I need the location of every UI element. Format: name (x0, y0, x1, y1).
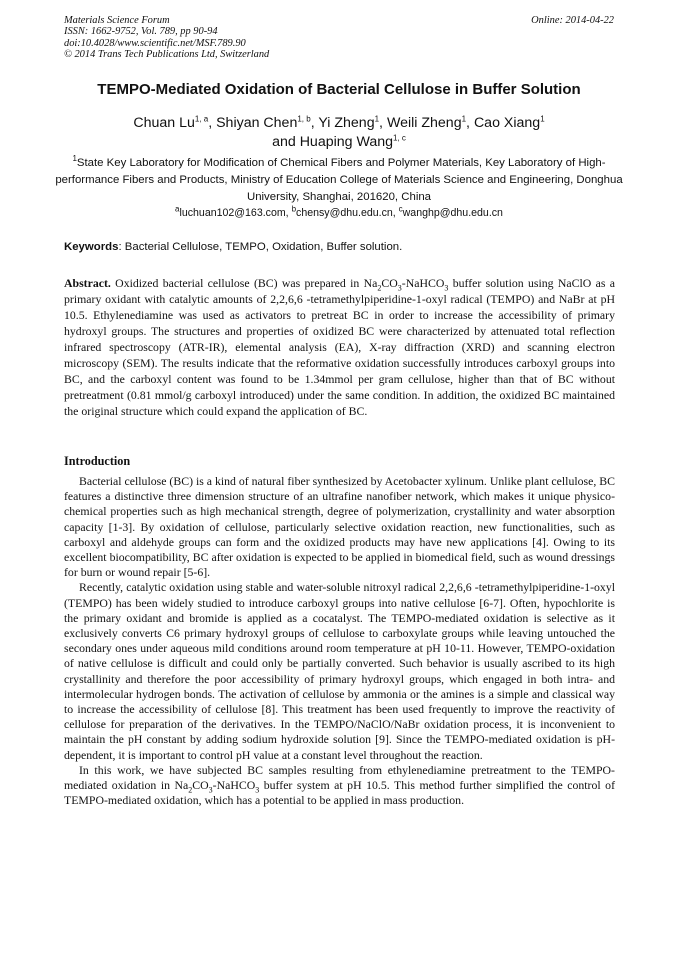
introduction-heading: Introduction (64, 454, 131, 468)
issn-line: ISSN: 1662-9752, Vol. 789, pp 90-94 (64, 26, 218, 38)
author-list: Chuan Lu$^{1, a}$, Shiyan Chen$^{1, b}$, Yi Zheng$^1$, Weili Zheng$^1$, Cao Xiang$^1$ and Huaping Wang$^{1, c}$ (133, 114, 545, 150)
email-link[interactable]: chensy@dhu.edu.cn, (296, 207, 399, 219)
author-sup: 1, b (297, 114, 311, 124)
subscript: 2 (377, 283, 382, 293)
author-sup: 1, a (194, 114, 209, 124)
abstract (64, 275, 615, 419)
subscript: 3 (208, 785, 213, 795)
affiliation (52, 155, 626, 206)
paragraph: Bacterial cellulose (BC) is a kind of natural fiber synthesized by Acetobacter xylinum. Unlike plant cellulose, BC features a distinctive three dimension structure of an ultrafine nanofiber network, which makes it unique physico-chemical properties such as high mechanical strength, degree of polymerization, crystallinity and water absorption capacity [1-3]. By oxidation of cellulose, particularly selective oxidation reaction, new functionalities, such as carboxyl and aldehyde groups can form and the oxidized products may have new applications [4]. Owing to its excellent biocompatibility, BC after oxidation is expected to be applied in biomedical field, such as wound dressings for burn or wound repair [5-6]. (64, 474, 615, 580)
paragraph (64, 763, 615, 809)
paragraph-text: In this work, we have subjected BC samples resulting from ethylenediamine pretreatment to the TEMPO-mediated oxidation in Na (64, 762, 615, 793)
author-sup: 1, c (393, 133, 406, 143)
author-sup: 1 (540, 114, 545, 124)
paragraph: Recently, catalytic oxidation using stable and water-soluble nitroxyl radical 2,2,6,6 -tetramethylpiperidine-1-oxyl (TEMPO) has been widely studied to introduce carboxyl groups into native cellulose [6-7]. Often, hypochlorite is the primary oxidant and bromide is applied as a cocatalyst. The TEMPO-mediated oxidation is selective as it exclusively converts C6 primary hydroxyl groups of cellulose to carboxylate groups while leaving untouched the secondary ones under aqueous mild conditions around room temperature at pH 10-11. However, TEMPO-oxidation of native cellulose is difficult and could only be partially converted. Such behavior is usually ascribed to its high crystallinity and therefore the poor accessibility of primary hydroxyl groups, which engaged in both intra- and intermolecular hydrogen bonds. The activation of cellulose by ammonia or the amines is a simple and classical way to increase the accessibility of cellulose [8]. This treatment has been used frequently to improve the reactivity of cellulose for preparation of the derivatives. In the TEMPO/NaClO/NaBr oxidation process, it is inconvenient to maintain the pH constant by adding sodium hydroxide solution [9]. Since the TEMPO-mediated oxidation is pH-dependent, it is important to control pH value at a constant level throughout the reaction. (64, 580, 615, 762)
author-sup: 1 (374, 114, 380, 124)
subscript: 2 (188, 785, 193, 795)
subscript: 3 (255, 785, 260, 795)
journal-name: Materials Science Forum (64, 15, 170, 26)
author-name: Huaping Wang (299, 134, 394, 150)
doi-line: doi:10.4028/www.scientific.net/MSF.789.90 (64, 37, 246, 49)
affiliation-text: State Key Laboratory for Modification of Chemical Fibers and Polymer Materials, Key Laboratory of High-performance Fibers and Products, Ministry of Education College of Materials Science and Engineering, Donghua University, Shanghai, 201620, China (55, 157, 623, 203)
author-name: Shiyan Chen (216, 115, 298, 131)
author-sup: 1 (461, 114, 467, 124)
abstract-text: CO (381, 276, 398, 290)
paragraph-text: CO (192, 778, 209, 793)
keywords-text: : Bacterial Cellulose, TEMPO, Oxidation, Buffer solution. (118, 241, 403, 253)
author-and: and (272, 134, 296, 150)
author-name: Weili Zheng (386, 115, 462, 131)
author-name: Cao Xiang (473, 115, 541, 131)
subscript: 3 (444, 283, 449, 293)
keywords-label: Keywords (64, 241, 119, 253)
abstract-text: -NaHCO (401, 276, 445, 290)
email-sup: b (291, 204, 297, 214)
abstract-text: Oxidized bacterial cellulose (BC) was prepared in Na (110, 276, 378, 290)
paper-title: TEMPO-Mediated Oxidation of Bacterial Cellulose in Buffer Solution (97, 81, 581, 98)
email-sup: c (398, 204, 403, 214)
email-sup: a (175, 204, 180, 214)
copyright-line: © 2014 Trans Tech Publications Ltd, Switzerland (64, 49, 270, 61)
email-link[interactable]: wanghp@dhu.edu.cn (402, 207, 503, 219)
keywords (64, 240, 619, 255)
affiliation-sup: 1 (72, 154, 77, 164)
email-link[interactable]: luchuan102@163.com, (179, 207, 292, 219)
introduction-body (64, 474, 615, 808)
paragraph-text: buffer system at pH 10.5. This method further simplified the control of TEMPO-mediated oxidation, which has a potential to be applied in mass production. (64, 778, 615, 808)
author-name: Yi Zheng (318, 115, 375, 131)
abstract-label: Abstract. (64, 276, 111, 290)
subscript: 3 (397, 283, 402, 293)
journal-header (64, 15, 269, 61)
author-emails (52, 206, 626, 220)
abstract-text: buffer solution using NaClO as a primary oxidant with catalytic amounts of 2,2,6,6 -tetramethylpiperidine-1-oxyl radical (TEMPO) and NaBr at pH 10.5. Ethylenediamine was used as activators to pretreat BC in order to increase the accessibility of primary hydroxyl groups. The structures and properties of oxidized BC were characterized by attenuated total reflection infrared spectroscopy (ATR-IR), elemental analysis (EA), X-ray diffraction (XRD) and scanning electron microscopy (SEM). The results indicate that the reformative oxidation successfully introduces carboxyl groups into BC, and the carboxyl content was found to be 1.34mmol per gram cellulose, higher than that of BC without pretreatment (0.81 mmol/g carboxyl introduced) under the same condition. In addition, the oxidized BC maintained the original structure which could expand the application of BC. (64, 276, 616, 418)
paragraph-text: -NaHCO (212, 778, 256, 793)
online-date: Online: 2014-04-22 (531, 15, 614, 26)
author-name: Chuan Lu (133, 115, 195, 131)
